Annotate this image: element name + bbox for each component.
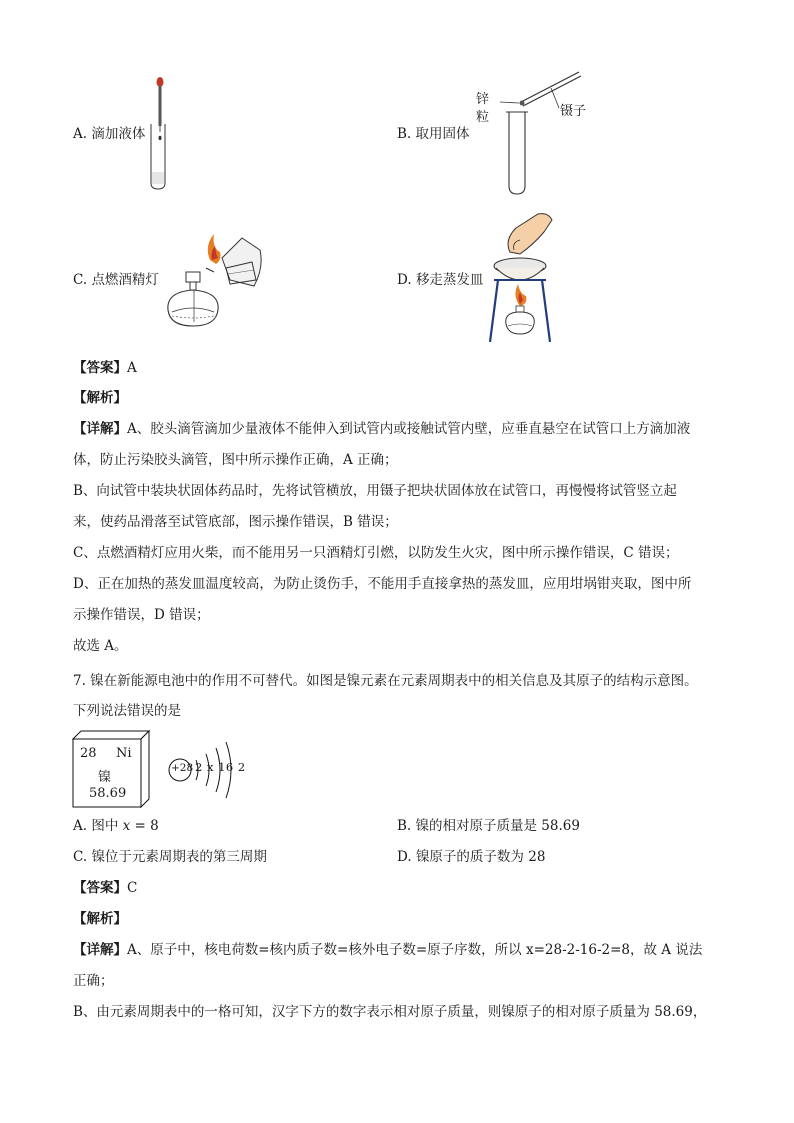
- detail-text: A、胶头滴管滴加少量液体不能伸入到试管内或接触试管内壁，应垂直悬空在试管口上方滴加液: [127, 421, 691, 437]
- option-suffix: = 8: [130, 818, 159, 834]
- detail-tag: 【详解】: [73, 421, 127, 437]
- option-text: 镍原子的质子数为 28: [415, 849, 546, 865]
- q6-detail-line-7: 示操作错误，D 错误；: [73, 607, 210, 623]
- q6-analysis-tag: 【解析】: [73, 390, 127, 406]
- option-c: [73, 270, 159, 290]
- option-d: [397, 270, 483, 290]
- element-symbol: Ni: [116, 746, 132, 761]
- element-mass: 58.69: [89, 786, 127, 801]
- answer-value: C: [127, 880, 138, 896]
- q7-option-c: [73, 847, 267, 867]
- option-letter: A.: [73, 126, 88, 142]
- q7-stem-line-1: 7. 镍在新能源电池中的作用不可替代。如图是镍元素在元素周期表中的相关信息及其原子的结构示意图。: [73, 673, 698, 689]
- q6-detail-line-1: [73, 419, 690, 439]
- evaporating-dish-illustration: [484, 210, 564, 346]
- option-letter: D.: [397, 272, 412, 288]
- option-var: x: [122, 818, 131, 834]
- element-name: 镍: [98, 770, 112, 785]
- option-letter: A.: [73, 818, 88, 834]
- option-text: 滴加液体: [91, 126, 146, 142]
- option-text: 镍的相对原子质量是 58.69: [415, 818, 580, 834]
- q6-detail-line-3: B、向试管中装块状固体药品时，先将试管横放，用镊子把块状固体放在试管口，再慢慢将试管竖立起: [73, 483, 677, 499]
- dropper-test-tube-illustration: [148, 76, 178, 191]
- q7-detail-line-1: [73, 940, 702, 960]
- label-zinc-1: 锌: [476, 92, 490, 107]
- answer-tag: 【答案】: [73, 360, 127, 376]
- option-text: 点燃酒精灯: [91, 272, 159, 288]
- q7-detail-line-2: 正确；: [73, 973, 114, 989]
- q6-detail-line-4: 来，使药品滑落至试管底部，图示操作错误，B 错误；: [73, 514, 398, 530]
- label-zinc-2: 粒: [476, 110, 490, 125]
- nucleus-charge: +28: [171, 762, 194, 774]
- option-letter: C.: [73, 272, 88, 288]
- option-prefix: 图中: [91, 818, 123, 834]
- alcohol-lamp-illustration: [160, 228, 270, 332]
- q6-detail-line-5: C、点燃酒精灯应用火柴，而不能用另一只酒精灯引燃，以防发生火灾，图中所示操作错误，C 错误；: [73, 545, 679, 561]
- tweezers-test-tube-illustration: [495, 66, 590, 198]
- detail-text: A、原子中，核电荷数=核内质子数=核外电子数=原子序数，所以 x=28-2-16-2=8，故 A 说法: [127, 942, 703, 958]
- element-number: 28: [80, 746, 97, 761]
- option-letter: C.: [73, 849, 88, 865]
- q7-option-a: [73, 816, 159, 836]
- option-letter: B.: [397, 126, 412, 142]
- answer-tag: 【答案】: [73, 880, 127, 896]
- option-letter: B.: [397, 818, 412, 834]
- option-letter: D.: [397, 849, 412, 865]
- answer-value: A: [127, 360, 137, 376]
- option-text: 镍位于元素周期表的第三周期: [91, 849, 267, 865]
- q6-detail-line-6: D、正在加热的蒸发皿温度较高，为防止烫伤手，不能用手直接拿热的蒸发皿，应用坩埚钳夹取，图中所: [73, 576, 692, 592]
- electron-shells: 2 x 16 2: [195, 760, 246, 774]
- option-text: 取用固体: [415, 126, 470, 142]
- label-tweezers: 镊子: [560, 104, 587, 119]
- option-a: [73, 124, 145, 144]
- q7-detail-line-3: B、由元素周期表中的一格可知，汉字下方的数字表示相对原子质量，则镍原子的相对原子质量为 58.69，: [73, 1004, 707, 1020]
- q7-option-b: [397, 816, 580, 836]
- q7-option-d: [397, 847, 545, 867]
- option-b: [397, 124, 470, 144]
- q7-answer: [73, 878, 137, 898]
- q6-answer: [73, 358, 137, 378]
- q7-stem-line-2: 下列说法错误的是: [73, 703, 181, 719]
- detail-tag: 【详解】: [73, 942, 127, 958]
- q6-detail-line-8: 故选 A。: [73, 638, 128, 654]
- q6-detail-line-2: 体，防止污染胶头滴管，图中所示操作正确，A 正确；: [73, 452, 398, 468]
- option-text: 移走蒸发皿: [415, 272, 484, 288]
- q7-analysis-tag: 【解析】: [73, 911, 127, 927]
